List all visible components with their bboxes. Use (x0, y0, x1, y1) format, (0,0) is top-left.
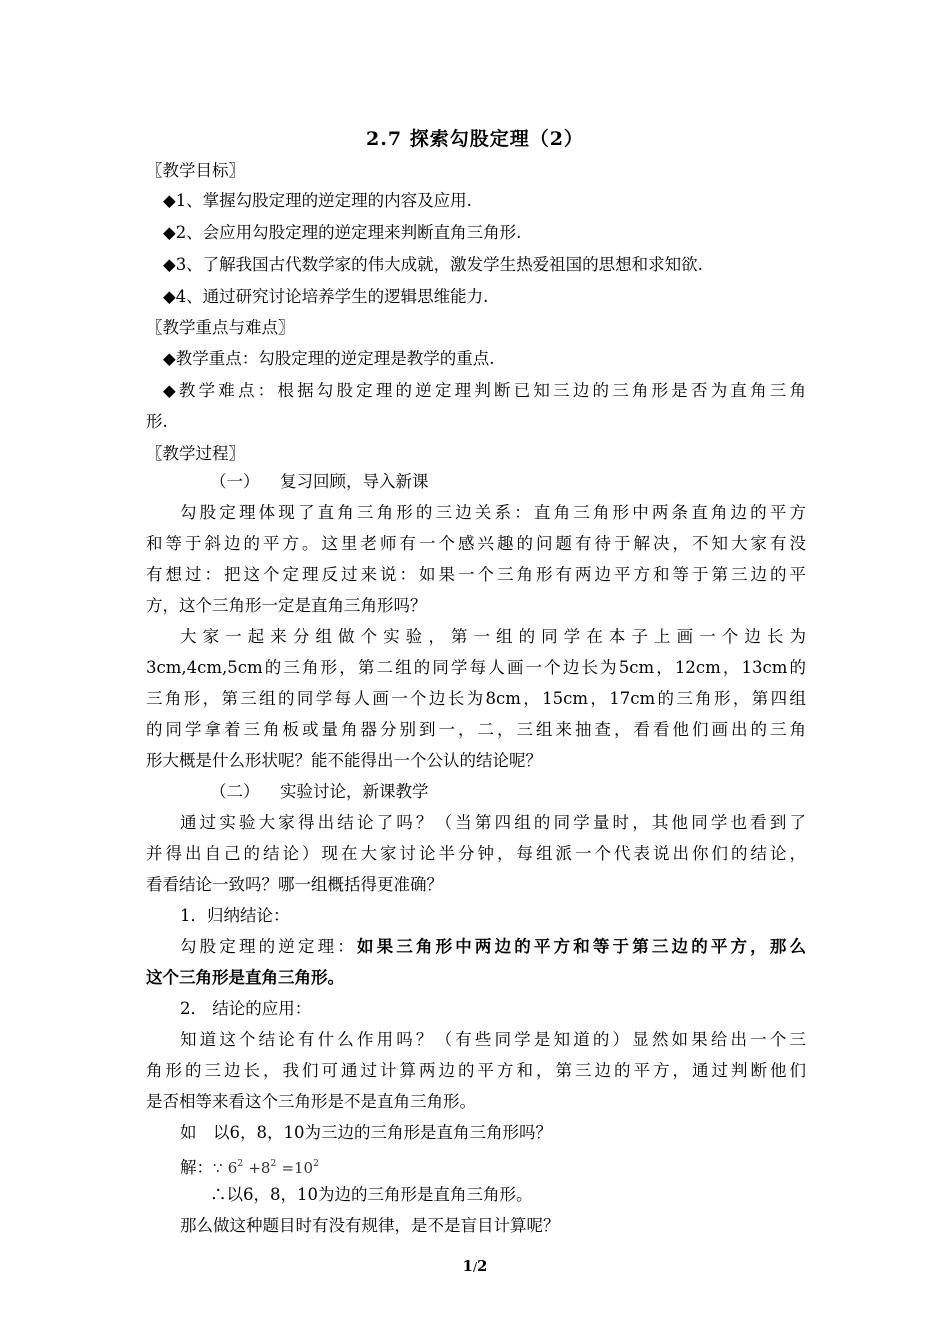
goal-item: ◆4、通过研究讨论培养学生的逻辑思维能力. (163, 287, 489, 306)
math-term: 8 (260, 1159, 271, 1177)
paragraph-line: 并得出自己的结论）现在大家讨论半分钟，每组派一个代表说出你们的结论， (146, 844, 806, 863)
exponent: 2 (237, 1159, 244, 1169)
page-title: 2.7 探索勾股定理（2） (366, 128, 584, 150)
exponent: 2 (313, 1159, 319, 1169)
paragraph-line: 和等于斜边的平方。这里老师有一个感兴趣的问题有待于解决，不知大家有没 (146, 534, 806, 553)
solution-label: 解： (180, 1158, 213, 1177)
paragraph-line: 形大概是什么形状呢？能不能得出一个公认的结论呢？ (146, 751, 542, 770)
theorem-line (180, 936, 806, 958)
process-heading: 〖教学过程〗 (146, 444, 245, 463)
list-item-2: 2． 结论的应用： (180, 999, 312, 1018)
theorem-text-cont: 这个三角形是直角三角形。 (146, 968, 344, 987)
example-question: 如 以6，8，10为三边的三角形是直角三角形吗？ (180, 1123, 552, 1142)
paragraph-line: 看看结论一致吗？哪一组概括得更准确？ (146, 875, 443, 894)
paragraph-line: 是否相等来看这个三角形是不是直角三角形。 (146, 1092, 476, 1111)
difficulty-text-cont: 形. (146, 412, 168, 431)
solution-line (180, 1153, 840, 1179)
key-heading: 〖教学重点与难点〗 (146, 318, 295, 337)
current-page: 1 (462, 1257, 473, 1275)
goals-heading: 〖教学目标〗 (146, 161, 245, 180)
exponent: 2 (270, 1159, 277, 1169)
part2-heading: 实验讨论，新课教学 (280, 782, 429, 801)
math-operator: = (281, 1159, 295, 1177)
part1-heading: 复习回顾，导入新课 (280, 472, 429, 491)
paragraph-line: 3cm,4cm,5cm的三角形，第二组的同学每人画一个边长为5cm，12cm，13cm的 (146, 658, 806, 677)
goal-item: ◆3、了解我国古代数学家的伟大成就，激发学生热爱祖国的思想和求知欲. (163, 255, 703, 274)
because-symbol: ∵ (213, 1159, 223, 1177)
paragraph-line: 的同学拿着三角板或量角器分别到一，二，三组来抽查，看看他们画出的三角 (146, 720, 806, 739)
part1-number: （一） (210, 472, 260, 491)
goal-item: ◆2、会应用勾股定理的逆定理来判断直角三角形. (163, 223, 522, 242)
math-term: 6 (227, 1159, 238, 1177)
page-separator: / (472, 1260, 478, 1274)
closing-question: 那么做这种题目时有没有规律，是不是盲目计算呢？ (180, 1216, 560, 1235)
page-number (0, 1257, 950, 1275)
paragraph-line: 知道这个结论有什么作用吗？（有些同学是知道的）显然如果给出一个三 (180, 1030, 806, 1049)
goal-item: ◆1、掌握勾股定理的逆定理的内容及应用. (163, 191, 472, 210)
list-item-1: 1．归纳结论： (180, 906, 290, 925)
part2-number: （二） (210, 782, 260, 801)
paragraph-line: 三角形，第三组的同学每人画一个边长为8cm，15cm，17cm的三角形，第四组 (146, 689, 806, 708)
paragraph-line: 角形的三边长，我们可通过计算两边的平方和，第三边的平方，通过判断他们 (146, 1061, 806, 1080)
paragraph-line: 方，这个三角形一定是直角三角形吗？ (146, 596, 427, 615)
paragraph-line: 通过实验大家得出结论了吗？（当第四组的同学量时，其他同学也看到了 (180, 813, 806, 832)
difficulty-text: ◆教学难点：根据勾股定理的逆定理判断已知三边的三角形是否为直角三角 (163, 381, 806, 400)
paragraph-line: 大家一起来分组做个实验，第一组的同学在本子上画一个边长为 (180, 627, 806, 646)
theorem-text: 如果三角形中两边的平方和等于第三边的平方，那么 (356, 937, 807, 956)
key-point: ◆教学重点：勾股定理的逆定理是教学的重点. (163, 349, 495, 368)
paragraph-line: 勾股定理体现了直角三角形的三边关系：直角三角形中两条直角边的平方 (180, 503, 806, 522)
total-pages: 2 (477, 1257, 488, 1275)
therefore-line: ∴以6，8，10为边的三角形是直角三角形。 (210, 1185, 533, 1204)
theorem-prefix: 勾股定理的逆定理： (180, 937, 357, 956)
paragraph-line: 有想过：把这个定理反过来说：如果一个三角形有两边平方和等于第三边的平 (146, 565, 806, 584)
math-term: 10 (294, 1159, 314, 1177)
math-operator: + (248, 1159, 261, 1177)
